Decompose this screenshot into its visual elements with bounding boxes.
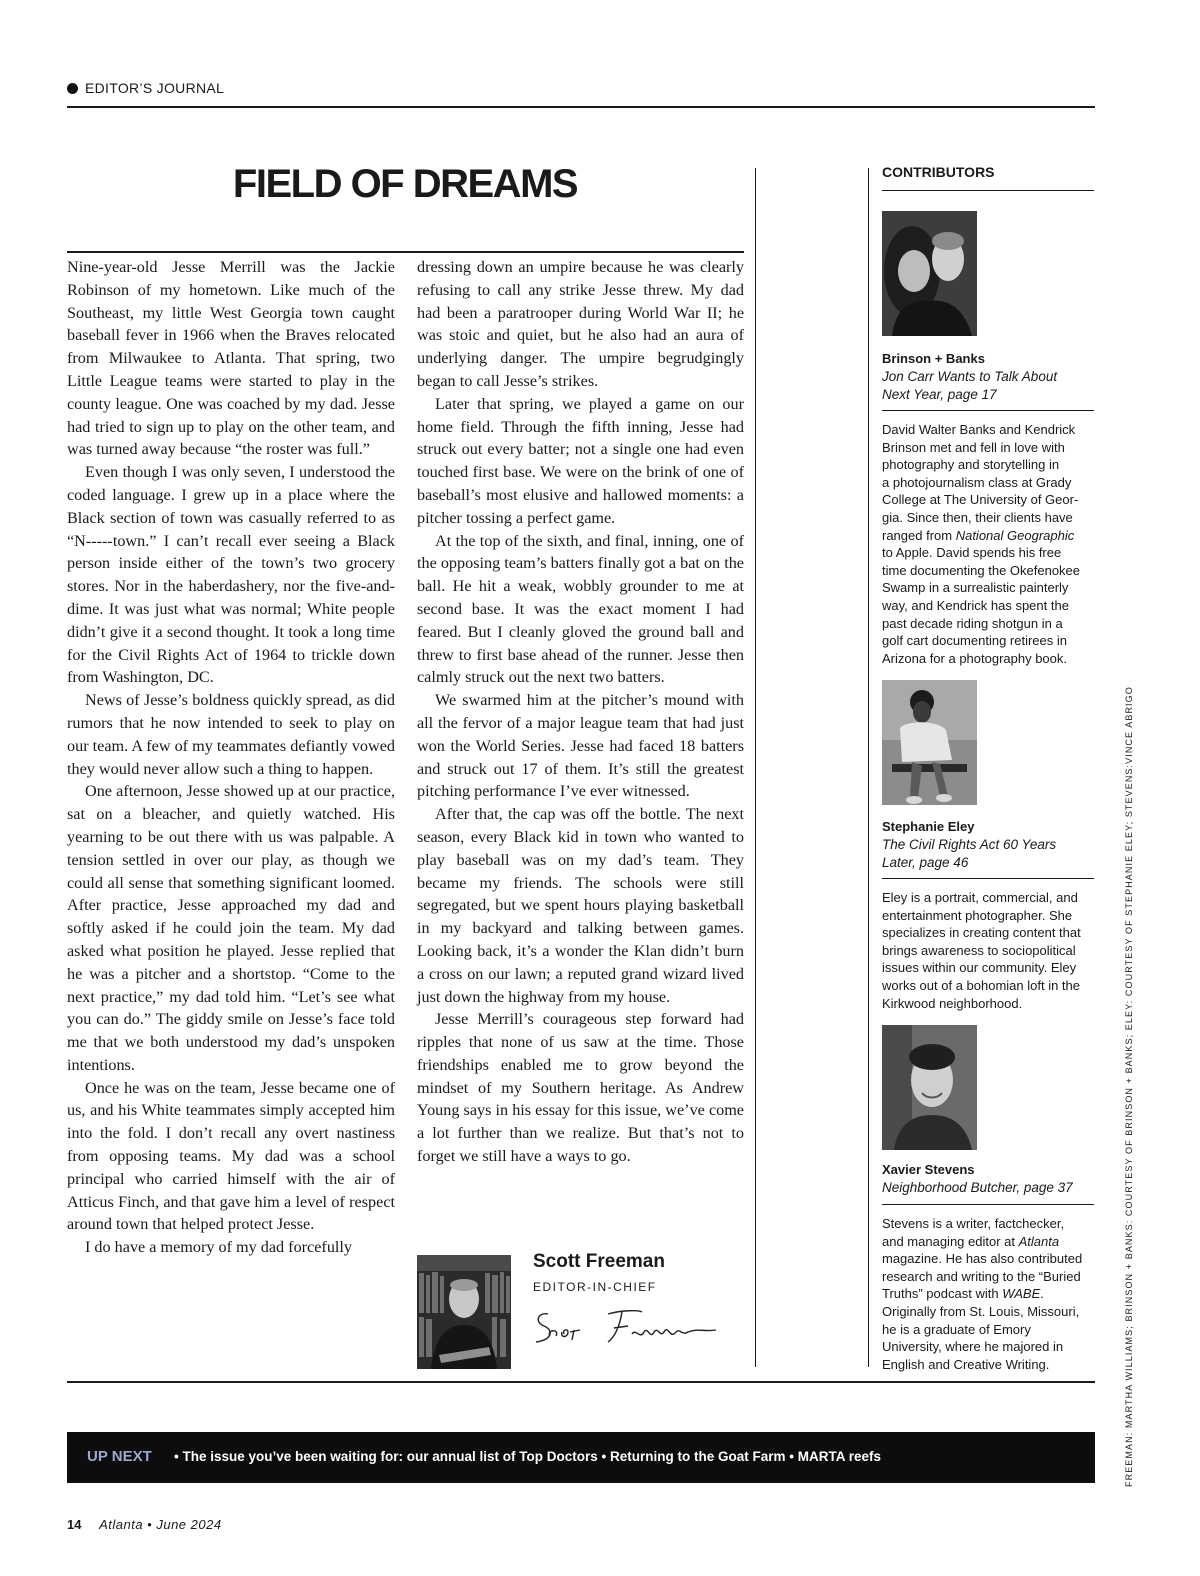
up-next-banner — [67, 1432, 1095, 1483]
handwritten-signature — [530, 1302, 725, 1352]
contributor-photo — [882, 680, 977, 805]
editor-name: Scott Freeman — [533, 1251, 665, 1272]
paragraph: Nine-year-old Jesse Merrill was the Jackie Robinson of my hometown. Like much of the Southeast, my little West Georgia town caught baseball fever in 1966 when the Braves relocated from Milwaukee to Atlanta. That spring, two Little League teams were started to play in the county league. One was coached by my dad. Jesse had tried to sign up to play on the other team, and was turned away because “the roster was full.” — [67, 258, 395, 459]
contributor-bio: Stevens is a writer, factchecker, and managing editor at Atlanta magazine. He has also contributed research and writing to the “Buried Truths” podcast with WABE. Originally from St. Louis, Missouri, he is a graduate of Emory University, where he majored in English and Creative Writing. — [882, 1216, 1083, 1372]
contributor-bio: David Walter Banks and Kendrick Brinson met and fell in love with photography and storytelling in a photojournalism class at Grady College at The University of Geor- gia. Since then, their clients have ranged from National Geographic to Apple. David spends his free time documenting the Okefenokee Swamp in a surrealistic painterly way, and Kendrick has spent the past decade riding shotgun in a golf cart documenting retirees in Arizona for a photography book. — [882, 422, 1081, 666]
contributor-credit: Neighborhood Butcher, page 37 — [882, 1180, 1073, 1195]
contributor-name: Brinson + Banks — [882, 351, 985, 366]
paragraph: News of Jesse’s boldness quickly spread, as did rumors that he now intended to seek to play on our team. A few of my teammates defiantly vowed they would never allow such a thing to happen. — [67, 691, 395, 778]
contributor-name: Xavier Stevens — [882, 1162, 975, 1177]
paragraph: One afternoon, Jesse showed up at our practice, sat on a bleacher, and quietly watched. His yearning to be out there with us was palpable. A tension settled in over our play, as though we could all sense that something significant loomed. After practice, Jesse approached my dad and softly asked if he could join the team. My dad asked what position he played. Jesse replied that he was a pitcher and a shortstop. “Come to the next practice,” my dad told him. “Let’s see what you can do.” The giddy smile on Jesse’s face told me that we both understood my dad’s unspoken intentions. — [67, 782, 395, 1074]
contributor-credit: Jon Carr Wants to Talk About Next Year, page 17 — [882, 369, 1058, 402]
paragraph: Later that spring, we played a game on our home field. Through the fifth inning, Jesse had struck out every batter; not a single one had even touched first base. We were on the brink of one of baseball’s most elusive and hallowed moments: a pitcher tossing a perfect game. — [417, 394, 744, 527]
divider — [882, 1204, 1094, 1205]
contributors-heading: CONTRIBUTORS — [882, 164, 1094, 191]
contributor-photo — [882, 1025, 977, 1150]
editor-photo — [417, 1255, 511, 1369]
up-next-label: UP NEXT — [87, 1448, 152, 1465]
column-divider — [755, 168, 756, 1367]
contributors-sidebar — [882, 164, 1094, 1372]
section-label: EDITOR’S JOURNAL — [85, 80, 225, 96]
page-footer — [67, 1517, 222, 1532]
paragraph: At the top of the sixth, and final, inning, one of the opposing team’s batters finally got a bat on the ball. He hit a weak, wobbly grounder to me at second base. It was the exact moment I had feared. But I cleanly gloved the ground ball and threw to first base ahead of the runner. Jesse then calmly struck out the next two batters. — [417, 531, 744, 687]
contributor-photo — [882, 211, 977, 336]
contributor-bio: Eley is a portrait, commercial, and entertainment photographer. She specializes in creating content that brings awareness to sociopolitical issues within our community. Eley works out of a bohomian loft in the Kirkwood neighborhood. — [882, 890, 1081, 1011]
paragraph: Even though I was only seven, I understood the coded language. I grew up in a place where the Black section of town was casually referred to as “N-----town.” I can’t recall ever seeing a Black person inside either of the town’s two grocery stores. Nor in the haberdashery, nor the five-and-dime. It was just what was normal; White people didn’t give it a second thought. It took a long time for the Civil Rights Act of 1964 to trickle down from Washington, DC. — [67, 463, 395, 687]
bullet-dot-icon — [67, 83, 78, 94]
article-headline: FIELD OF DREAMS — [232, 162, 578, 206]
headline-divider — [67, 251, 744, 253]
paragraph: We swarmed him at the pitcher’s mound with all the fervor of a major league team that had just won the World Series. Jesse had faced 18 batters and struck out 17 of them. It’s still the greatest pitching performance I’ve ever witnessed. — [417, 691, 744, 801]
paragraph: Jesse Merrill’s courageous step forward had ripples that none of us saw at the time. Those friendships enabled me to grow beyond the mindset of my Southern heritage. As Andrew Young says in his essay for this issue, we’ve come a lot further than we realize. But that’s not to forget we still have a ways to go. — [417, 1010, 744, 1166]
publication-info: Atlanta • June 2024 — [99, 1517, 222, 1532]
up-next-text: • The issue you’ve been waiting for: our annual list of Top Doctors • Returning to the Goat Farm • MARTA reefs — [174, 1449, 881, 1464]
column-divider — [868, 168, 869, 1367]
bottom-divider — [67, 1381, 1095, 1383]
photo-credit: FREEMAN: MARTHA WILLIAMS; BRINSON + BANKS: COURTESY OF BRINSON + BANKS; ELEY: COURTESY OF STEPHANIE ELEY; STEVENS:VINCE ABRIGO — [1124, 686, 1134, 1487]
paragraph: dressing down an umpire because he was clearly refusing to call any strike Jesse threw. My dad had been a paratrooper during World War II; he was stoic and quiet, but he also had an aura of underlying danger. The umpire begrudgingly began to call Jesse’s strikes. — [417, 258, 744, 390]
divider — [882, 878, 1094, 879]
paragraph: After that, the cap was off the bottle. The next season, every Black kid in town who wanted to play baseball was on my dad’s team. They became my friends. The schools were still segregated, but we spent hours playing basketball in my backyard and talking between games. Looking back, it’s a wonder the Klan didn’t burn a cross on our lawn; a reputed grand wizard lived just down the highway from my house. — [417, 805, 744, 1006]
paragraph: I do have a memory of my dad forcefully — [85, 1238, 352, 1257]
article-column-2 — [417, 256, 744, 1168]
paragraph: Once he was on the team, Jesse became one of us, and his White teammates simply accepted him into the fold. I don’t recall any overt nastiness from opposing teams. My dad was a school principal who carried himself with the air of Atticus Finch, and that gave him a level of respect around town that helped protect Jesse. — [67, 1078, 395, 1234]
section-header — [67, 80, 1095, 108]
article-column-1 — [67, 256, 395, 1259]
editor-title: EDITOR-IN-CHIEF — [533, 1280, 657, 1294]
divider — [882, 410, 1094, 411]
contributor-credit: The Civil Rights Act 60 Years Later, page 46 — [882, 837, 1057, 870]
page-number: 14 — [67, 1517, 82, 1532]
contributor-name: Stephanie Eley — [882, 819, 975, 834]
